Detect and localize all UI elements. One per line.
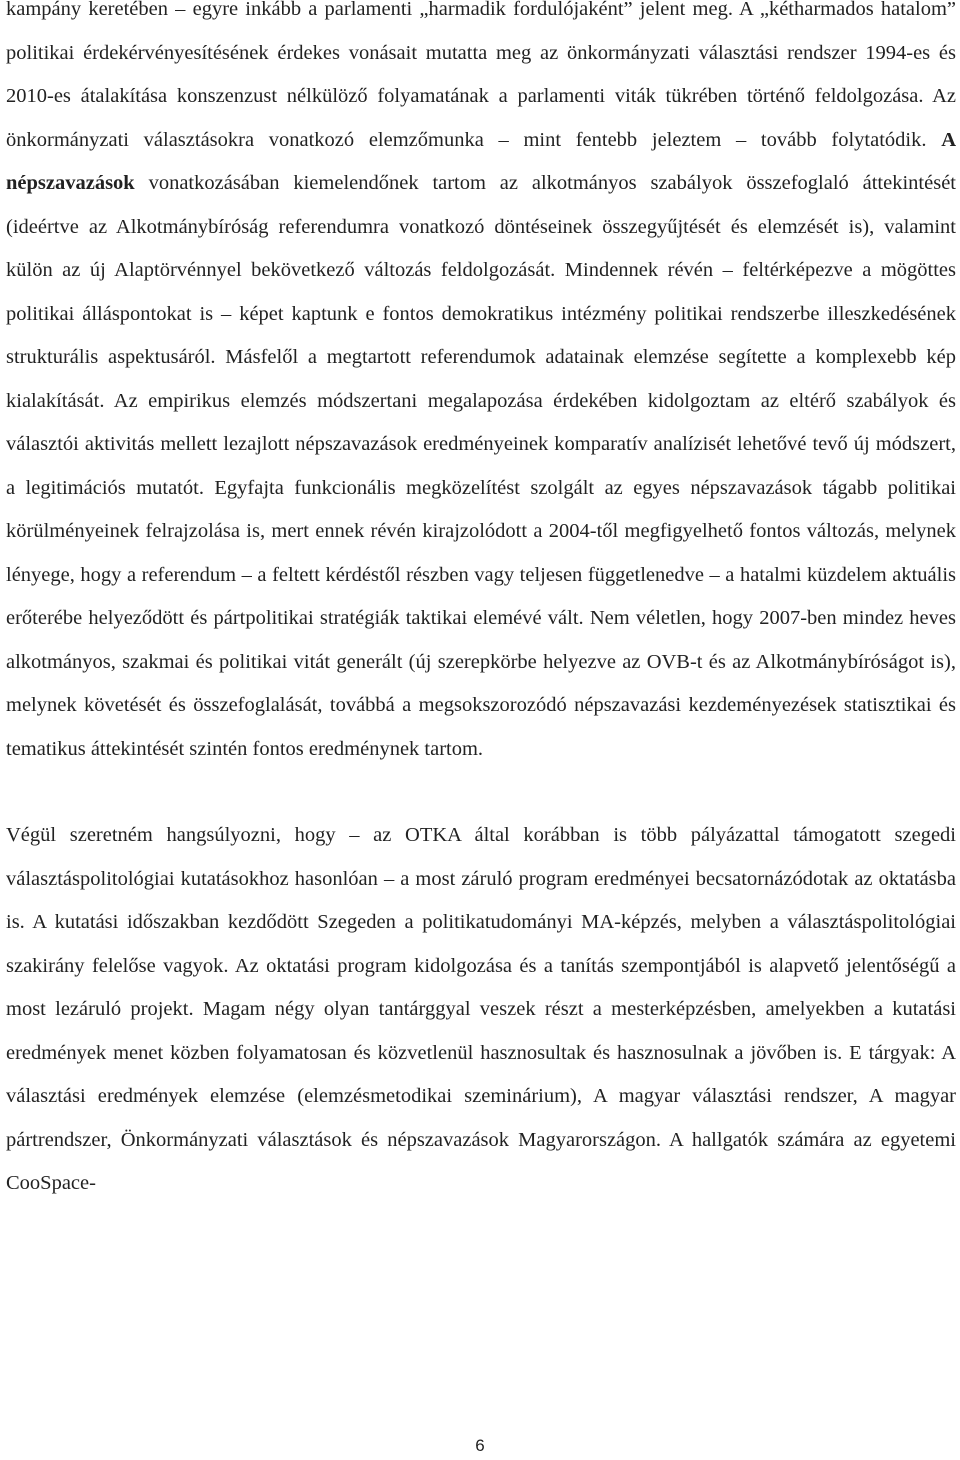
paragraph-1-text-after-bold: vonatkozásában kiemelendőnek tartom az alkotmányos szabályok összefoglaló áttekintését (ideértve az Alkotmánybíróság referendumra vonatkozó döntéseinek összegyűjtését és elemzését is), valamint külön az új Alaptörvénnyel bekövetkező változás feldolgozását. Mindennek révén – feltérképezve a mögöttes politikai álláspontokat is – képet kaptunk e fontos demokratikus intézmény politikai rendszerbe illeszkedésének strukturális aspektusáról. Másfelől a megtartott referendumok adatainak elemzése segítette a komplexebb kép kialakítását. Az empirikus elemzés módszertani megalapozása érdekében kidolgoztam az eltérő szabályok és választói aktivitás mellett lezajlott népszavazások eredményeinek komparatív analízisét lehetővé tevő új módszert, a legitimációs mutatót. Egyfajta funkcionális megközelítést szolgált az egyes népszavazások tágabb politikai körülményeinek felrajzolása is, mert ennek révén kirajzolódott a 2004-től megfigyelhető fontos változás, melynek lényege, hogy a referendum – a feltett kérdéstől részben vagy teljesen függetlenedve – a hatalmi küzdelem aktuális erőterébe helyeződött és pártpolitikai stratégiák taktikai elemévé vált. Nem véletlen, hogy 2007-ben mindez heves alkotmányos, szakmai és politikai vitát generált (új szerepkörbe helyezve az OVB-t és az Alkotmánybíróságot is), melynek követését és összefoglalását, továbbá a megsokszorozódó népszavazási kezdeményezések statisztikai és tematikus áttekintését szintén fontos eredménynek tartom. [6,172,956,760]
bold-term-nepszavazasok: A népszavazások [6,128,956,194]
document-page [6,0,956,1206]
page-number: 6 [475,1436,485,1455]
paragraph-1-text-before-bold: kampány keretében – egyre inkább a parlamenti „harmadik fordulójaként” jelent meg. A „kétharmados hatalom” politikai érdekérvényesítésének érdekes vonásait mutatta meg az önkormányzati választási rendszer 1994-es és 2010-es átalakítása konszenzust nélkülöző folyamatának a parlamenti viták tükrében történő feldolgozása. Az önkormányzati választásokra vonatkozó elemzőmunka – mint fentebb jeleztem – tovább folytatódik. [6,0,956,151]
body-paragraph-2: Végül szeretném hangsúlyozni, hogy – az OTKA által korábban is több pályázattal támogatott szegedi választáspolitológiai kutatásokhoz hasonlóan – a most záruló program eredményei becsatornázódotak az oktatásba is. A kutatási időszakban kezdődött Szegeden a politikatudományi MA-képzés, melyben a választáspolitológiai szakirány felelőse vagyok. Az oktatási program kidolgozása és a tanítás szempontjából is alapvető jelentőségű a most lezáruló projekt. Magam négy olyan tantárggyal veszek részt a mesterképzésben, amelyekben a kutatási eredmények menet közben folyamatosan és közvetlenül hasznosultak és hasznosulnak a jövőben is. E tárgyak: A választási eredmények elemzése (elemzésmetodikai szeminárium), A magyar választási rendszer, A magyar pártrendszer, Önkormányzati választások és népszavazások Magyarországon. A hallgatók számára az egyetemi CooSpace- [6,824,956,1194]
body-paragraph-1 [6,0,956,771]
